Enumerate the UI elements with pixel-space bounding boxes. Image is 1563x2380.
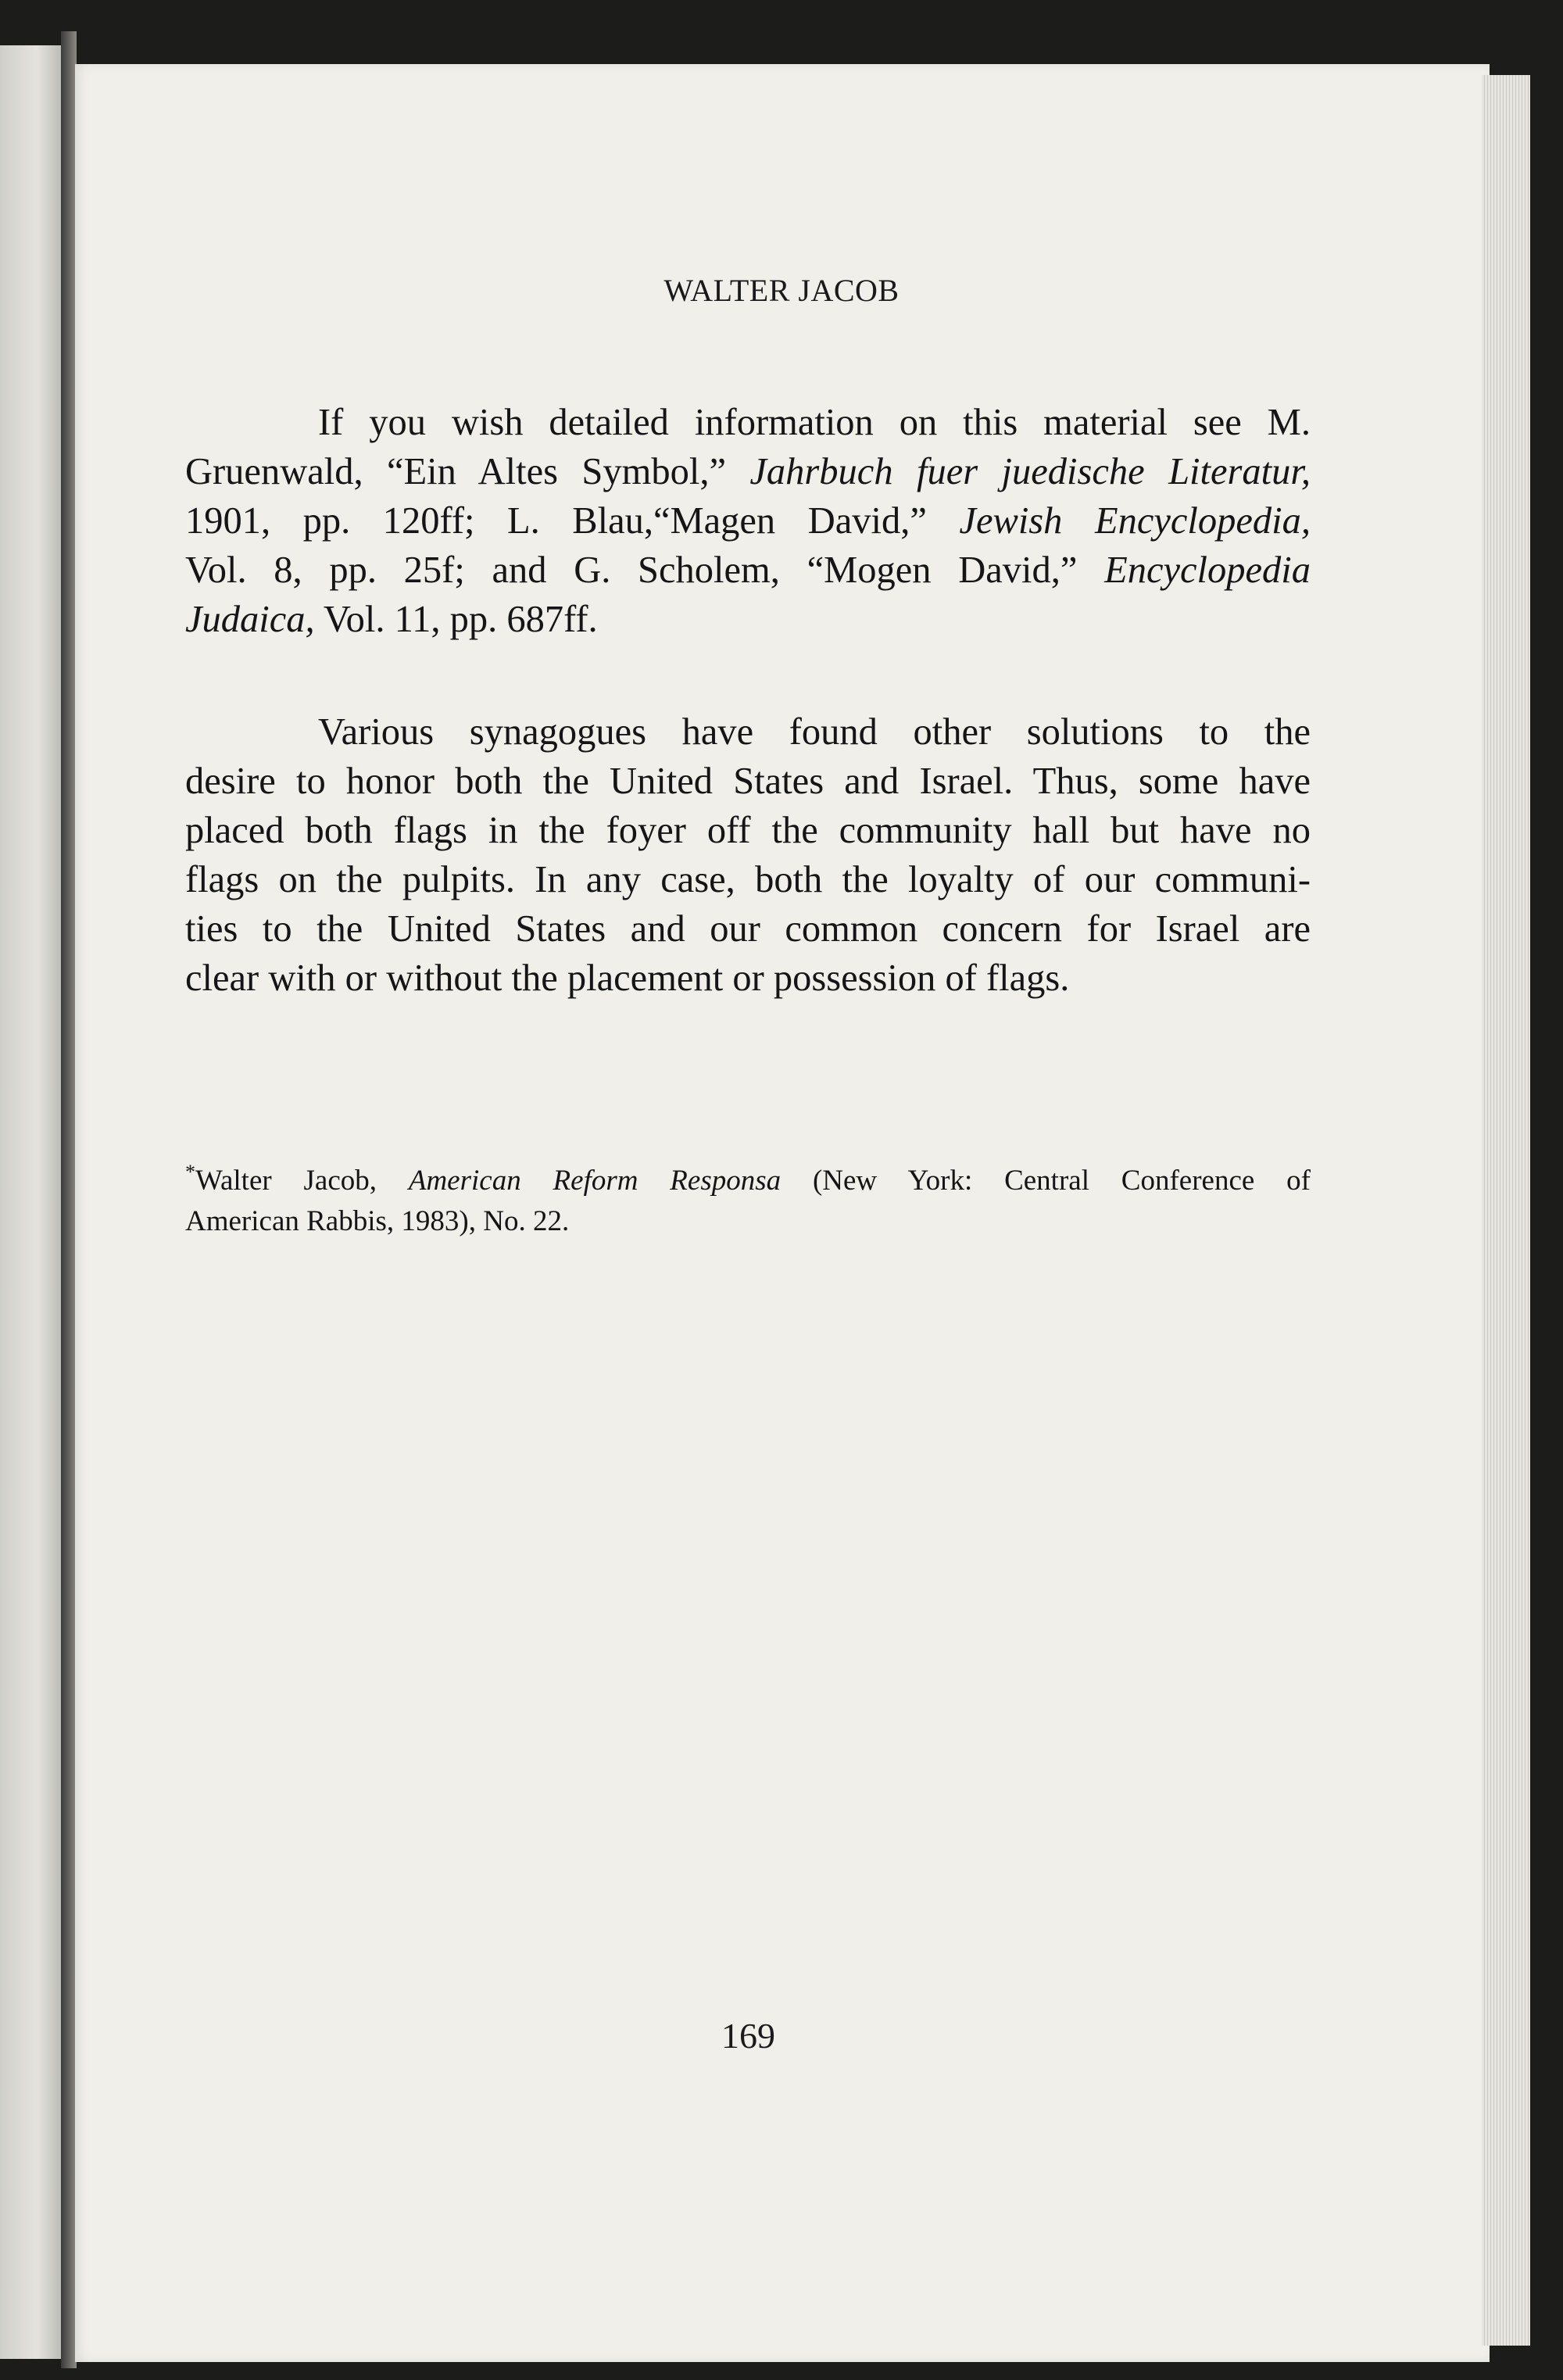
footnote-marker: * — [185, 1161, 195, 1183]
previous-page-edge — [0, 45, 61, 2359]
footnote — [185, 1161, 1311, 1242]
paragraph-line: clear with or without the placement or possession of flags. — [185, 957, 1070, 999]
page-number: 169 — [721, 2016, 775, 2056]
paragraph-synagogues — [185, 707, 1311, 1003]
paragraph-line: 1901, pp. 120ff; L. Blau,“Magen David,” Jewish Encyclopedia, — [185, 500, 1311, 542]
paragraph-line: Judaica, Vol. 11, pp. 687ff. — [185, 599, 598, 640]
paragraph-line: If you wish detailed information on this material see M. — [318, 402, 1311, 443]
page-stack-edge — [1482, 75, 1530, 2346]
paragraph-line: Various synagogues have found other solutions to the — [318, 711, 1311, 753]
running-head: WALTER JACOB — [663, 273, 900, 308]
footnote-line: American Rabbis, 1983), No. 22. — [185, 1205, 570, 1237]
paragraph-line: desire to honor both the United States and Israel. Thus, some have — [185, 761, 1311, 802]
paragraph-line: placed both flags in the foyer off the community hall but have no — [185, 810, 1311, 851]
paragraph-line: ties to the United States and our common concern for Israel are — [185, 908, 1311, 950]
footnote-line: *Walter Jacob, American Reform Responsa (New York: Central Conference of — [185, 1161, 1311, 1197]
paragraph-line: Vol. 8, pp. 25f; and G. Scholem, “Mogen David,” Encyclopedia — [185, 549, 1311, 591]
paragraph-references — [185, 398, 1311, 644]
paragraph-line: Gruenwald, “Ein Altes Symbol,” Jahrbuch fuer juedische Literatur, — [185, 451, 1311, 492]
paragraph-line: flags on the pulpits. In any case, both the loyalty of our communi- — [185, 859, 1311, 900]
footnote-title: American Reform Responsa — [408, 1165, 782, 1197]
